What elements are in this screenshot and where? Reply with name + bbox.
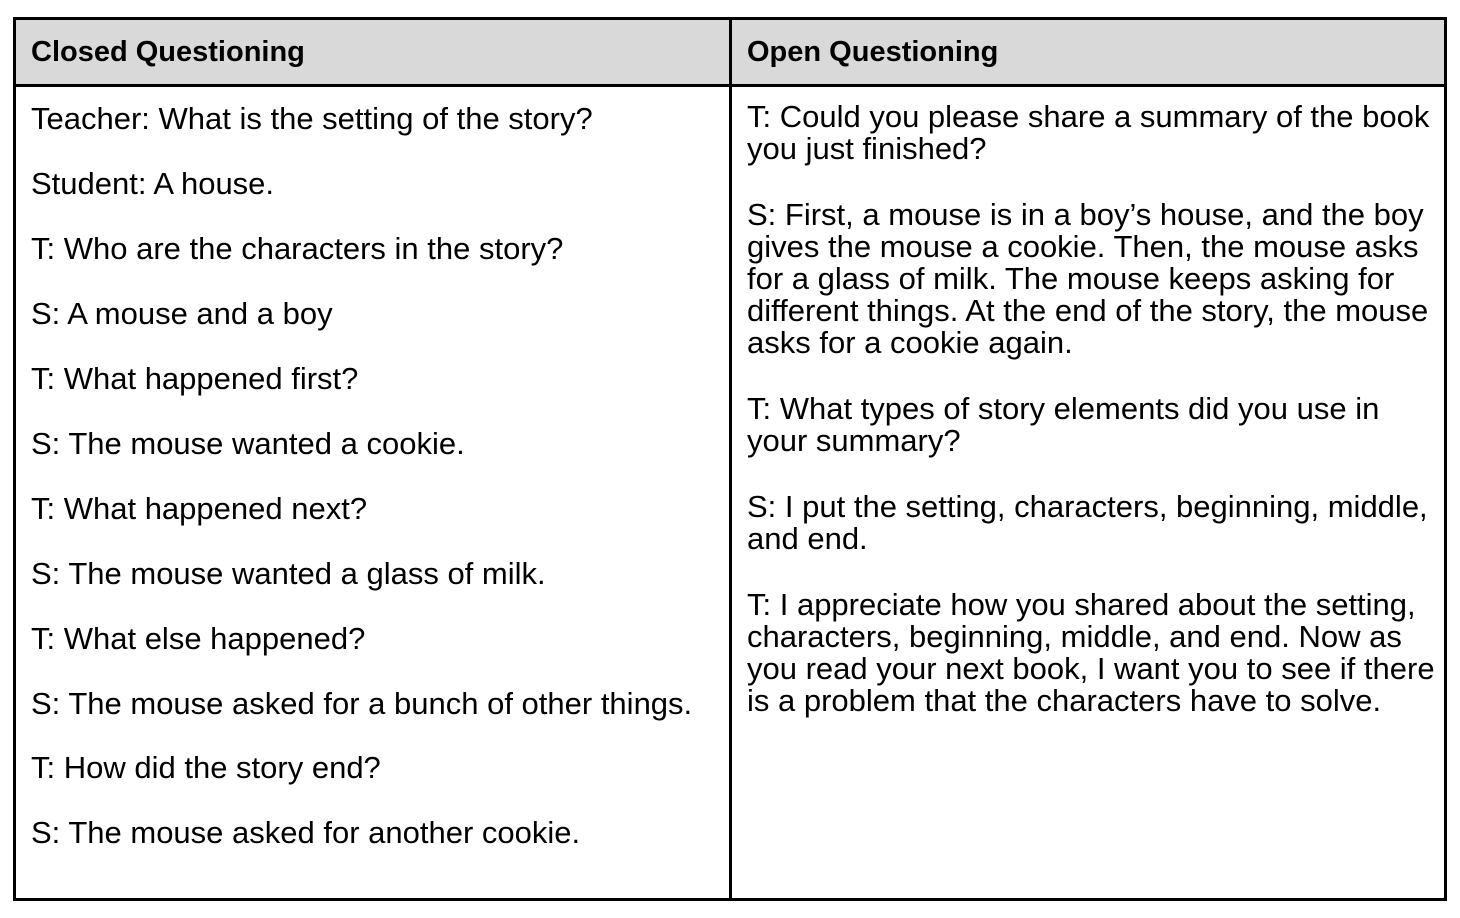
closed-line-student-setting: Student: A house. — [31, 166, 275, 201]
header-open-questioning: Open Questioning — [747, 36, 999, 68]
open-para-student-summary: S: First, a mouse is in a boy’s house, and the boy gives the mouse a cookie. Then, the mouse asks for a glass of milk. The mouse keeps asking for different things. At the end of the story, the mouse asks for a cookie again. — [747, 197, 1429, 360]
questioning-table — [13, 17, 1447, 901]
open-para-teacher-summary: T: Could you please share a summary of the book you just finished? — [747, 99, 1430, 166]
closed-line-teacher-setting: Teacher: What is the setting of the story? — [31, 101, 593, 136]
closed-line-teacher-characters: T: Who are the characters in the story? — [31, 231, 564, 266]
closed-line-teacher-next: T: What happened next? — [31, 491, 368, 526]
closed-line-student-next: S: The mouse wanted a glass of milk. — [31, 556, 546, 591]
header-closed-questioning: Closed Questioning — [31, 36, 305, 68]
open-para-teacher-feedback: T: I appreciate how you shared about the setting, characters, beginning, middle, and end. Now as you read your next book, I want you to see if there is a problem that the characters have to solve. — [747, 587, 1435, 718]
closed-questioning-cell — [31, 87, 721, 898]
closed-line-student-end: S: The mouse asked for another cookie. — [31, 815, 581, 850]
closed-line-teacher-else: T: What else happened? — [31, 621, 366, 656]
column-divider — [729, 20, 732, 898]
closed-line-student-else: S: The mouse asked for a bunch of other things. — [31, 686, 693, 721]
closed-line-student-first: S: The mouse wanted a cookie. — [31, 426, 465, 461]
open-para-teacher-elements: T: What types of story elements did you use in your summary? — [747, 391, 1380, 458]
closed-line-teacher-end: T: How did the story end? — [31, 750, 381, 785]
closed-line-teacher-first: T: What happened first? — [31, 361, 359, 396]
open-questioning-cell — [747, 87, 1437, 898]
closed-line-student-characters: S: A mouse and a boy — [31, 296, 333, 331]
open-para-student-elements: S: I put the setting, characters, beginning, middle, and end. — [747, 489, 1428, 556]
